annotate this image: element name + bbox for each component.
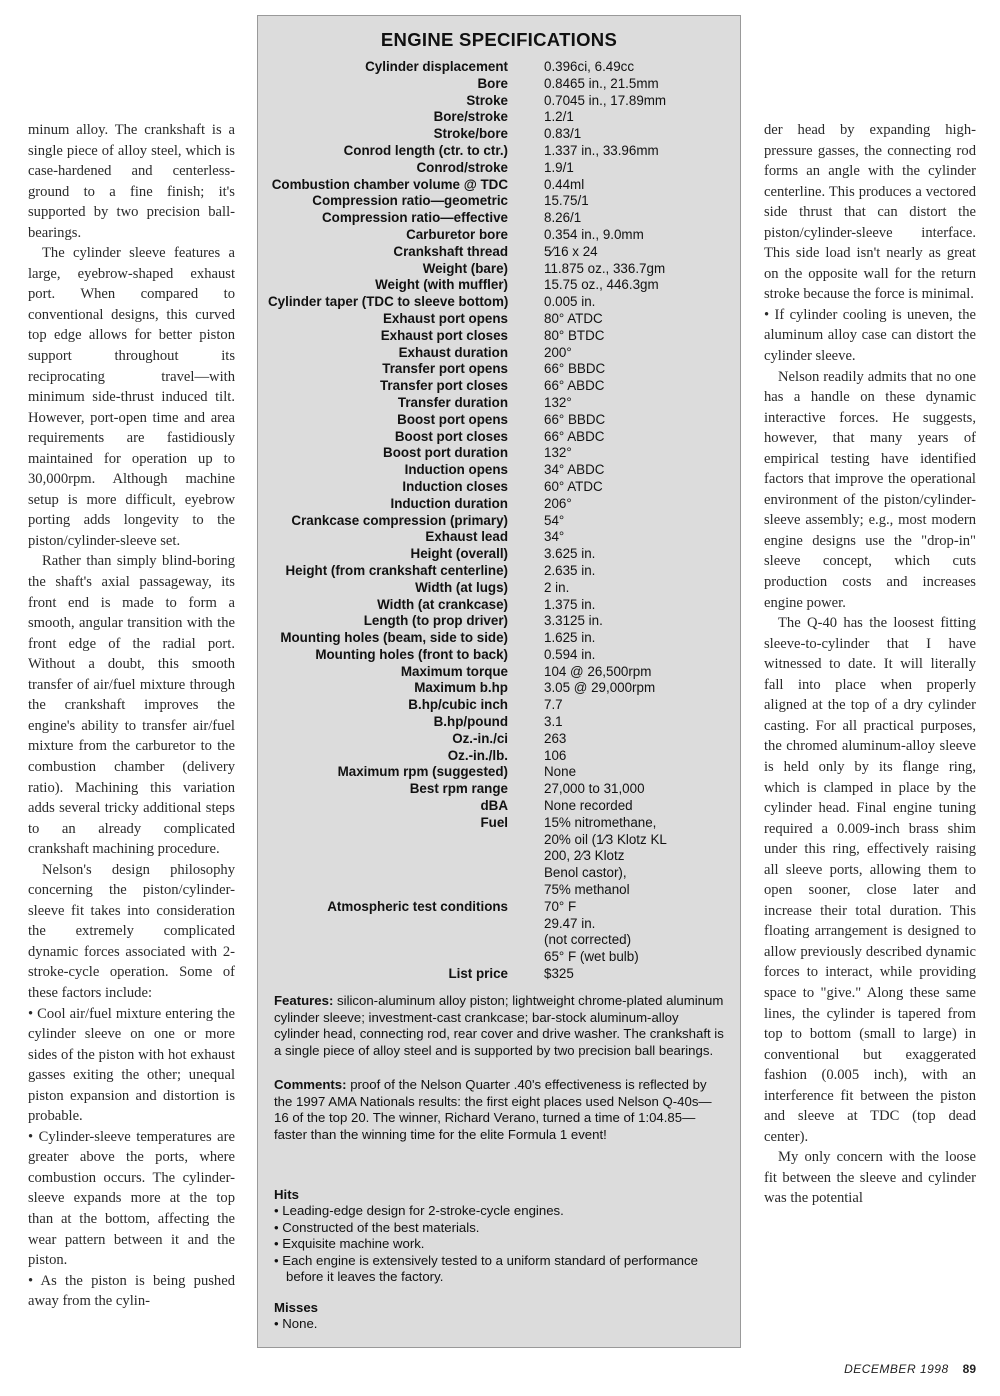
spec-label: Length (to prop driver) [363,613,508,629]
sidebar-title: ENGINE SPECIFICATIONS [380,29,618,50]
spec-row [268,261,728,278]
spec-label: Stroke/bore [433,126,508,142]
spec-row [268,513,728,530]
spec-label: Atmospheric test conditions [327,898,508,914]
spec-value: 0.83/1 [544,126,582,142]
spec-value: 34° [544,529,565,545]
spec-value: 132° [544,445,572,461]
spec-row [268,361,728,378]
list-item: • Exquisite machine work. [274,1236,425,1252]
misses-heading: Misses [274,1300,318,1315]
spec-row [268,227,728,244]
spec-row [268,311,728,328]
list-item: • Each engine is extensively tested to a uniform standard of performance before it leaves the factory. [274,1252,698,1285]
spec-label: Exhaust duration [398,344,508,360]
spec-value: 3.1 [544,714,563,730]
spec-value: 70° F 29.47 in. (not corrected) 65° F (wet bulb) [544,898,639,965]
comments-label: Comments: [274,1077,347,1092]
article-paragraph: Nelson's design philosophy concerning the piston/cylinder-sleeve fit takes into consideration the extremely complicated dynamic forces associated with 2-stroke-cycle operation. Some of these factors include: [28,861,235,1001]
spec-label: Cylinder taper (TDC to sleeve bottom) [268,294,509,310]
article-paragraph: My only concern with the loose fit between the sleeve and cylinder was the potential [764,1149,976,1207]
spec-label: Induction opens [404,462,508,478]
spec-row [268,345,728,362]
spec-value: 206° [544,495,572,511]
spec-label: Stroke [466,92,508,108]
spec-value: 66° ABDC [544,428,605,444]
spec-label: Height (overall) [410,546,508,562]
spec-value: 54° [544,512,565,528]
spec-row [268,479,728,496]
spec-table [268,59,728,983]
spec-label: Maximum rpm (suggested) [337,764,508,780]
spec-row [268,462,728,479]
spec-value: 1.9/1 [544,159,574,175]
spec-label: B.hp/pound [433,714,508,730]
spec-value: 1.2/1 [544,109,574,125]
spec-row [268,714,728,731]
article-paragraph: • As the piston is being pushed away from the cylin- [28,1272,235,1310]
spec-value: 104 @ 26,500rpm [544,663,652,679]
spec-label: Mounting holes (front to back) [315,646,508,662]
spec-label: Boost port duration [383,445,508,461]
spec-label: Induction closes [402,478,508,494]
spec-label: Cylinder displacement [365,59,508,74]
article-paragraph: • If cylinder cooling is uneven, the aluminum alloy case can distort the cylinder sleeve. [764,306,976,365]
spec-value: 80° ATDC [544,310,603,326]
spec-value: $325 [544,966,574,982]
spec-value: 11.875 oz., 336.7gm [544,260,666,276]
spec-label: Mounting holes (beam, side to side) [280,630,508,646]
right-text-column [764,120,976,1209]
spec-row [268,109,728,126]
hits-heading: Hits [274,1187,299,1202]
spec-value: 0.005 in. [544,294,596,310]
spec-label: Boost port closes [394,428,508,444]
spec-value: 0.44ml [544,176,585,192]
spec-label: Crankshaft thread [393,243,508,259]
spec-row [268,294,728,311]
spec-value: 1.375 in. [544,596,596,612]
spec-label: Compression ratio—effective [321,210,508,226]
spec-value: 2.635 in. [544,562,596,578]
spec-row [268,412,728,429]
spec-label: Weight (bare) [422,260,508,276]
spec-label: Weight (with muffler) [375,277,508,293]
spec-row [268,429,728,446]
spec-row [268,731,728,748]
spec-row [268,445,728,462]
spec-label: Induction duration [390,495,508,511]
spec-value: 66° BBDC [544,411,606,427]
spec-label: Conrod/stroke [416,159,508,175]
spec-row [268,210,728,227]
spec-row [268,193,728,210]
spec-row [268,580,728,597]
spec-row [268,664,728,681]
spec-value: 80° BTDC [544,327,605,343]
spec-label: Compression ratio—geometric [312,193,508,209]
article-paragraph: • Cylinder-sleeve temperatures are greater above the ports, where combustion occurs. The cylinder-sleeve expands more at the top than at the bottom, affecting the wear pattern between it and the piston. [28,1128,235,1269]
misses-list [274,1316,726,1333]
spec-row [268,395,728,412]
spec-row [268,143,728,160]
spec-row [268,798,728,815]
spec-label: Maximum b.hp [414,680,508,696]
article-paragraph: Nelson readily admits that no one has a handle on these dynamic interactive forces. He suggests, however, that many years of empirical testing have identified factors that improve the operational environment of the piston/cylinder-sleeve assembly; e.g., most modern engine designs use the "drop-in" sleeve concept, which cuts production costs and increases engine power. [764,368,976,611]
spec-value: 34° ABDC [544,462,605,478]
spec-row [268,680,728,697]
list-item: • None. [274,1316,318,1331]
spec-value: 200° [544,344,572,360]
hits-list [274,1203,726,1286]
spec-label: dBA [480,798,508,814]
spec-label: Height (from crankshaft centerline) [285,562,508,578]
spec-value: 263 [544,730,567,746]
spec-label: B.hp/cubic inch [408,697,508,713]
spec-label: Oz.-in./ci [452,730,508,746]
spec-value: 0.7045 in., 17.89mm [544,92,667,108]
spec-row [268,563,728,580]
spec-value: 15.75 oz., 446.3gm [544,277,659,293]
spec-row [268,748,728,765]
spec-value: 60° ATDC [544,478,603,494]
spec-label: Crankcase compression (primary) [291,512,508,528]
spec-label: Width (at lugs) [415,579,508,595]
spec-value: 0.354 in., 9.0mm [544,226,644,242]
spec-label: Best rpm range [409,781,508,797]
spec-row [268,597,728,614]
spec-label: Exhaust port closes [380,327,508,343]
spec-value: None [544,764,577,780]
spec-label: List price [448,966,508,982]
spec-row [268,160,728,177]
spec-value: 7.7 [544,697,563,713]
spec-row [268,546,728,563]
spec-row [268,496,728,513]
spec-row [268,378,728,395]
spec-row [268,76,728,93]
spec-label: Transfer port opens [382,361,508,377]
spec-value: 1.625 in. [544,630,596,646]
spec-value: 0.396ci, 6.49cc [544,59,635,74]
spec-label: Transfer duration [397,394,508,410]
spec-value: 66° ABDC [544,378,605,394]
spec-row [268,93,728,110]
spec-row [268,764,728,781]
spec-value: 15% nitromethane, 20% oil (1⁄3 Klotz KL 200, 2⁄3 Klotz Benol castor), 75% methanol [544,814,667,898]
spec-row [268,177,728,194]
spec-row [268,899,728,966]
spec-row [268,613,728,630]
spec-label: Combustion chamber volume @ TDC [271,176,508,192]
spec-label: Fuel [480,814,508,830]
spec-value: 15.75/1 [544,193,589,209]
spec-row [268,781,728,798]
spec-label: Exhaust port opens [383,310,508,326]
spec-row [268,815,728,899]
engine-specifications-sidebar [257,15,741,1348]
article-paragraph: The cylinder sleeve features a large, eyebrow-shaped exhaust port. When compared to conventional designs, this curved top edge allows for better piston support throughout its reciprocating travel—with minimum side-thrust induced tilt. However, port-open time and area requirements are fastidiously maintained for operation up to 30,000rpm. Although machine setup is more difficult, eyebrow porting adds longevity to the piston/cylinder-sleeve set. [28,245,235,549]
spec-value: 8.26/1 [544,210,582,226]
list-item: • Leading-edge design for 2-stroke-cycle engines. [274,1203,564,1218]
spec-value: None recorded [544,798,633,814]
spec-value: 2 in. [544,579,570,595]
page-number: 89 [962,1362,976,1376]
issue-date: DECEMBER 1998 [844,1362,949,1376]
features-label: Features: [274,993,334,1008]
spec-label: Exhaust lead [425,529,508,545]
spec-value: 3.05 @ 29,000rpm [544,680,656,696]
spec-value: 3.3125 in. [544,613,603,629]
spec-label: Conrod length (ctr. to ctr.) [343,142,508,158]
spec-label: Transfer port closes [379,378,508,394]
spec-label: Boost port opens [397,411,508,427]
article-paragraph: der head by expanding high-pressure gasses, the connecting rod forms an angle with the cylinder centerline. This produces a vectored side thrust that can distort the piston/cylinder-sleeve interface. This side load isn't nearly as great on the opposite wall for the return stroke because the force is minimal. [764,122,976,303]
spec-row [268,59,728,76]
spec-label: Bore [477,75,508,91]
spec-value: 106 [544,747,567,763]
spec-value: 132° [544,394,572,410]
comments-paragraph [274,1077,726,1143]
spec-value: 27,000 to 31,000 [544,781,645,797]
spec-row [268,697,728,714]
spec-label: Oz.-in./lb. [447,747,508,763]
spec-value: 3.625 in. [544,546,596,562]
spec-value: 0.594 in. [544,646,596,662]
spec-value: 0.8465 in., 21.5mm [544,75,659,91]
spec-row [268,126,728,143]
spec-row [268,328,728,345]
article-paragraph: minum alloy. The crankshaft is a single piece of alloy steel, which is case-hardened and centerless-ground to a fine finish; it's supported by two precision ball-bearings. [28,122,235,241]
features-paragraph [274,993,726,1059]
left-text-column [28,120,235,1312]
article-paragraph: • Cool air/fuel mixture entering the cylinder sleeve on one or more sides of the piston with hot exhaust gasses exiting the other; unequal piston expansion and distortion is probable. [28,1005,235,1125]
spec-value: 1.337 in., 33.96mm [544,142,659,158]
spec-row [268,966,728,983]
spec-label: Carburetor bore [406,226,508,242]
page-footer [844,1362,976,1376]
spec-row [268,630,728,647]
spec-row [268,647,728,664]
spec-value: 5⁄16 x 24 [544,243,598,259]
spec-label: Bore/stroke [433,109,508,125]
spec-label: Maximum torque [400,663,508,679]
comments-text: proof of the Nelson Quarter .40's effectiveness is reflected by the 1997 AMA Nationals results: the first eight places used Nelson Q-40s—16 of the top 20. The winner, Richard Verano, turned a time of 1:04.85—faster than the winning time for the elite Formula 1 event! [274,1077,712,1142]
features-text: silicon-aluminum alloy piston; lightweight chrome-plated aluminum cylinder sleeve; investment-cast crankcase; bar-stock aluminum-alloy cylinder head, connecting rod, rear cover and drive washer. The crankshaft is a single piece of alloy steel and is supported by two precision ball bearings. [274,993,724,1058]
article-paragraph: Rather than simply blind-boring the shaft's axial passageway, its front end is made to form a smooth, angular transition with the front edge of the radial port. Without a doubt, this smooth transfer of air/fuel mixture through the crankshaft improves the engine's ability to transfer air/fuel mixture from the carburetor to the combustion chamber (delivery ratio). Machining this variation adds several tricky additional steps to an already complicated crankshaft machining procedure. [28,553,235,858]
spec-label: Width (at crankcase) [377,596,508,612]
spec-row [268,529,728,546]
list-item: • Constructed of the best materials. [274,1219,480,1235]
article-paragraph: The Q-40 has the loosest fitting sleeve-to-cylinder that I have witnessed to date. It will literally fall into place when properly aligned at the top of a dry cylinder casting. For all practical purposes, the chromed aluminum-alloy sleeve is held only by its flange ring, which is clamped in place by the cylinder head. Final engine tuning required a 0.009-inch brass shim under this ring, effectively raising all sleeve ports, allowing them to open sooner, close later and increase their total duration. This floating arrangement is designed to allow previously described dynamic forces to interact, while providing space to "give." Along these same lines, the cylinder is tapered from top to bottom (small to large) in conventional but exaggerated fashion (0.005 inch), with an interference fit between the piston and sleeve at TDC (top dead center). [764,615,976,1145]
spec-value: 66° BBDC [544,361,606,377]
spec-row [268,277,728,294]
spec-row [268,244,728,261]
